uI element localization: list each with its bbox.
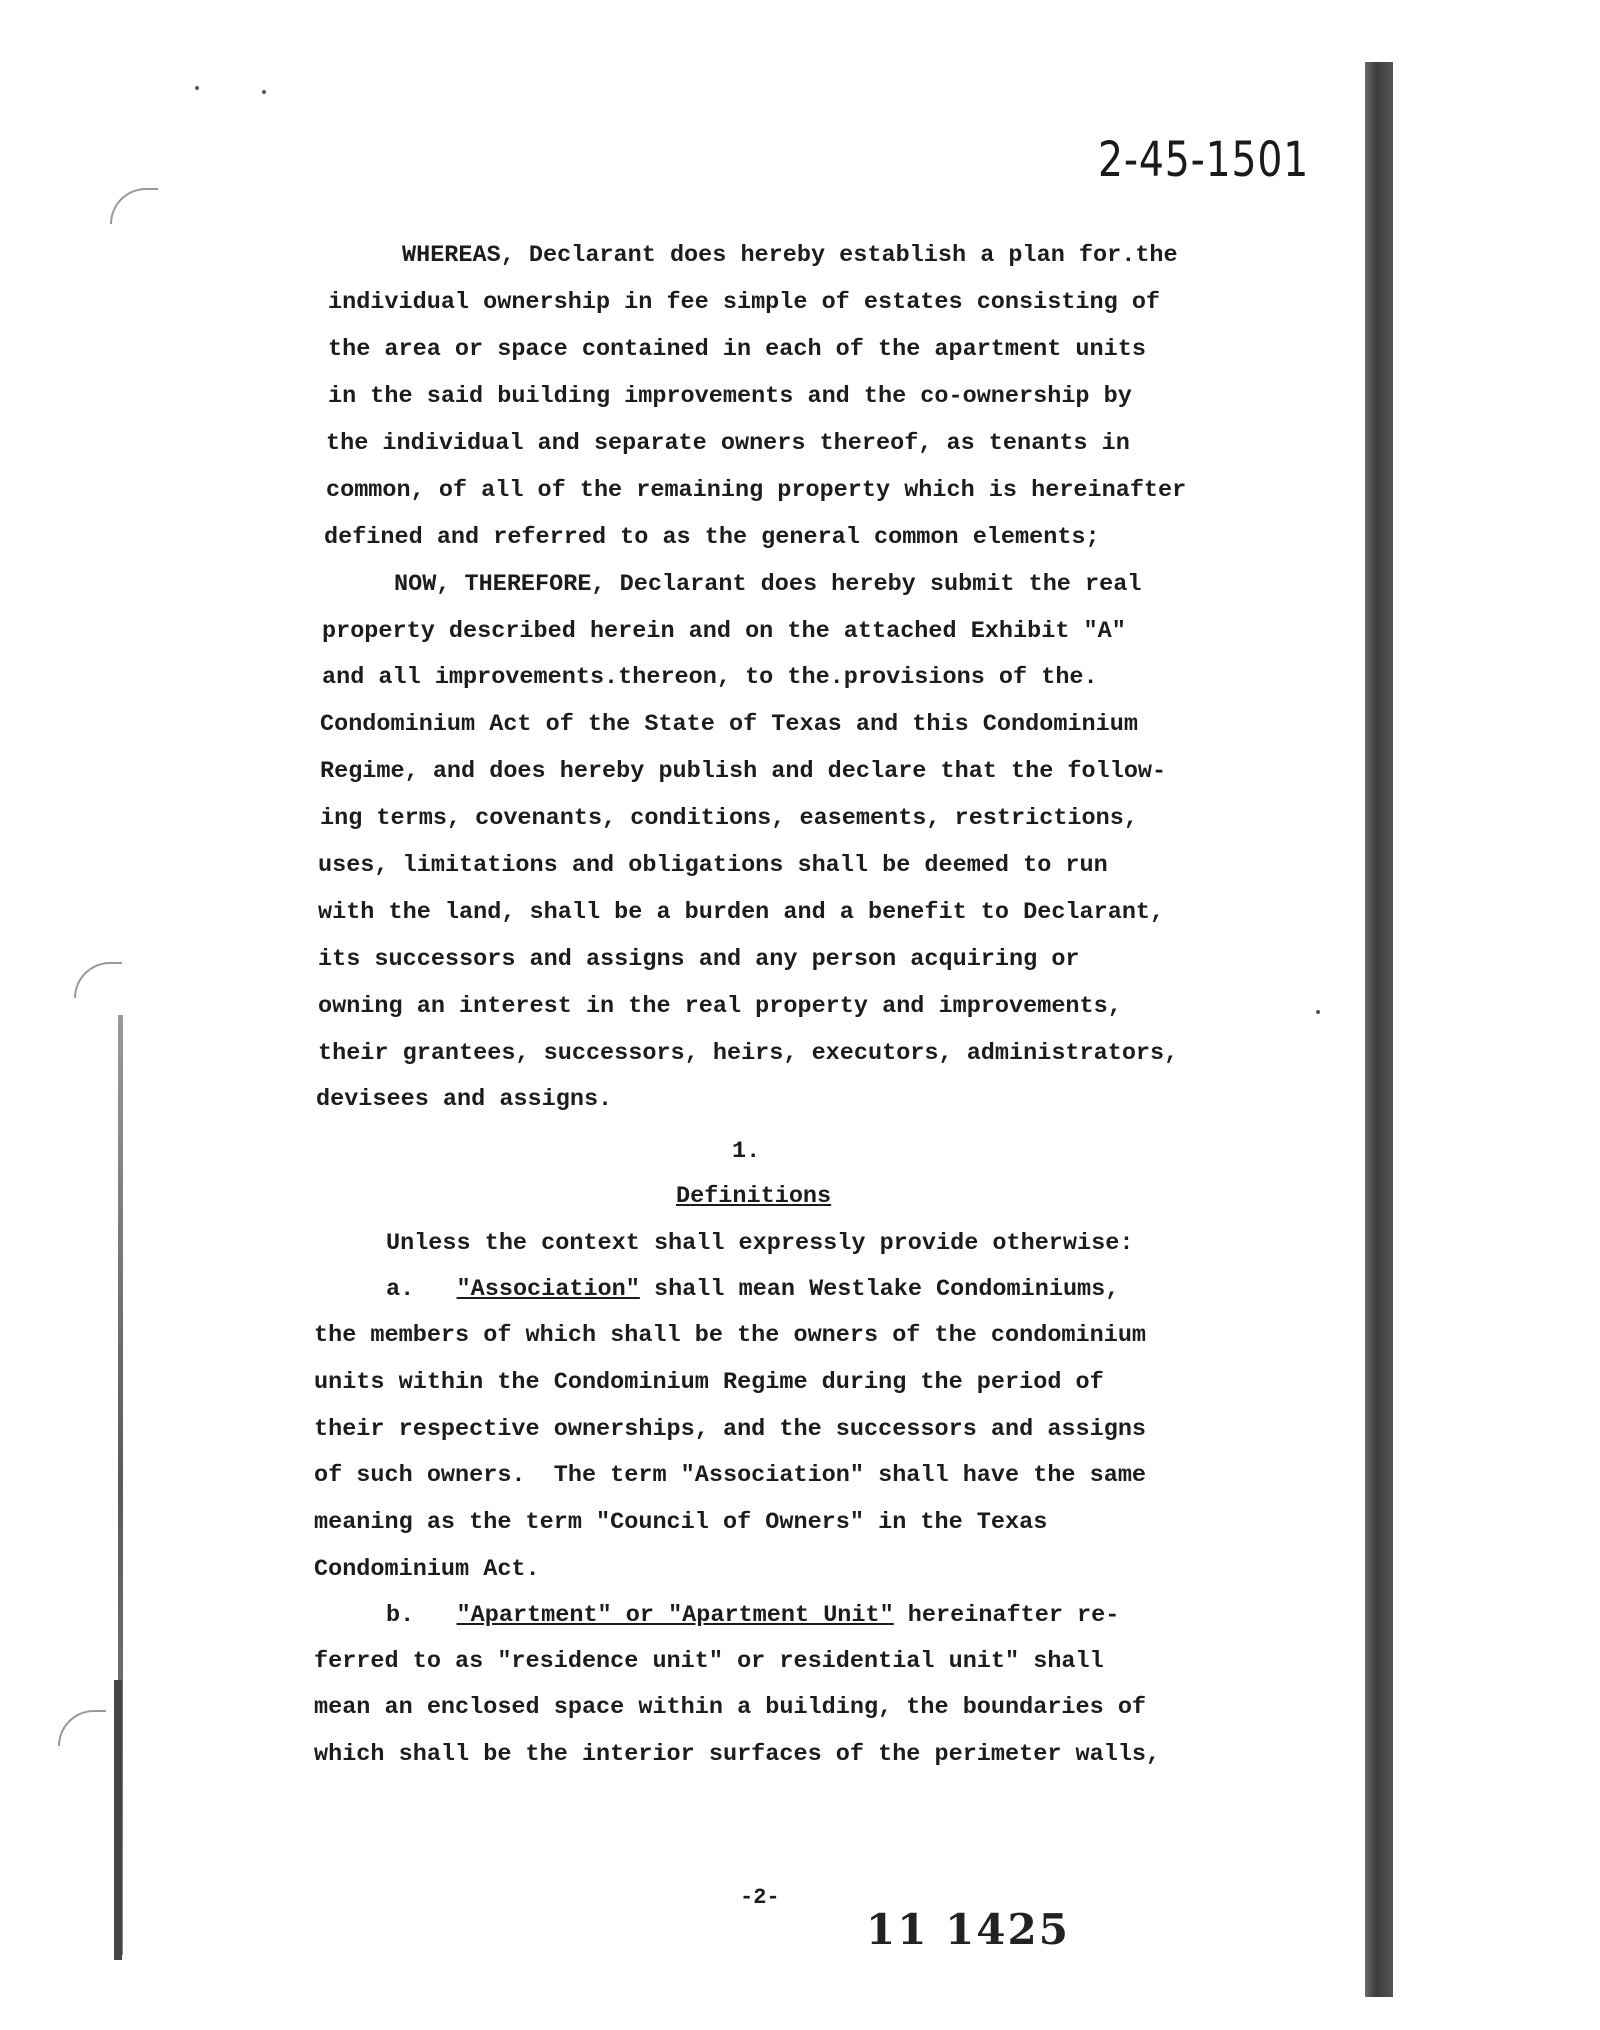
text-line: individual ownership in fee simple of estates consisting of: [328, 289, 1161, 316]
text-line: Regime, and does hereby publish and declare that the follow-: [320, 758, 1167, 785]
text-line: which shall be the interior surfaces of the perimeter walls,: [314, 1741, 1161, 1768]
punch-hole-mark: [58, 1710, 106, 1746]
text-line: in the said building improvements and the co-ownership by: [328, 383, 1132, 410]
text-line: mean an enclosed space within a building, the boundaries of: [314, 1694, 1147, 1721]
text-line: WHEREAS, Declarant does hereby establish a plan for.the: [402, 242, 1178, 269]
text-line: Condominium Act of the State of Texas and this Condominium: [320, 711, 1138, 738]
text-line: owning an interest in the real property and improvements,: [318, 993, 1122, 1020]
definition-b-text: hereinafter re-: [893, 1602, 1120, 1629]
text-line: property described herein and on the attached Exhibit "A": [322, 618, 1126, 645]
text-line: the members of which shall be the owners of the condominium: [314, 1322, 1147, 1349]
binder-shadow-right: [1365, 62, 1393, 1997]
definition-b-term: "Apartment" or "Apartment Unit": [456, 1602, 894, 1629]
definitions-intro: Unless the context shall expressly provide otherwise:: [386, 1230, 1134, 1257]
scan-speck: [195, 86, 199, 90]
recording-stamp-bottom: 11 1425: [866, 1905, 1070, 1954]
definition-b-letter: b.: [386, 1602, 415, 1629]
definition-a-text: shall mean Westlake Condominiums,: [639, 1276, 1120, 1303]
binder-edge-left-dark: [114, 1680, 122, 1960]
scan-speck: [1316, 1010, 1320, 1014]
text-line: ferred to as "residence unit" or residential unit" shall: [314, 1648, 1104, 1675]
definition-b-first-line: [386, 1602, 1119, 1629]
text-line: with the land, shall be a burden and a benefit to Declarant,: [318, 899, 1165, 926]
text-line: meaning as the term "Council of Owners" in the Texas: [314, 1509, 1048, 1536]
text-line: defined and referred to as the general common elements;: [324, 524, 1100, 551]
punch-hole-mark: [110, 188, 158, 224]
definition-a-letter: a.: [386, 1276, 415, 1303]
text-line: and all improvements.thereon, to the.provisions of the.: [322, 664, 1098, 691]
text-line: NOW, THEREFORE, Declarant does hereby submit the real: [394, 571, 1142, 598]
definition-a-first-line: [386, 1276, 1119, 1303]
text-line: their respective ownerships, and the successors and assigns: [314, 1416, 1147, 1443]
section-number: 1.: [732, 1138, 761, 1165]
section-title: Definitions: [676, 1183, 832, 1210]
definition-a-term: "Association": [456, 1276, 640, 1303]
text-line: of such owners. The term "Association" shall have the same: [314, 1462, 1147, 1489]
text-line: common, of all of the remaining property which is hereinafter: [326, 477, 1187, 504]
text-line: units within the Condominium Regime during the period of: [314, 1369, 1104, 1396]
page-number: -2-: [740, 1885, 780, 1910]
text-line: devisees and assigns.: [316, 1086, 613, 1113]
recording-stamp-top: 2-45-1501: [1098, 132, 1310, 188]
scan-speck: [262, 90, 266, 94]
text-line: their grantees, successors, heirs, executors, administrators,: [318, 1040, 1179, 1067]
text-line: the individual and separate owners thereof, as tenants in: [326, 430, 1130, 457]
text-line: uses, limitations and obligations shall be deemed to run: [318, 852, 1108, 879]
punch-hole-mark: [74, 962, 122, 998]
text-line: ing terms, covenants, conditions, easements, restrictions,: [320, 805, 1138, 832]
text-line: Condominium Act.: [314, 1556, 540, 1583]
text-line: the area or space contained in each of the apartment units: [328, 336, 1146, 363]
text-line: its successors and assigns and any person acquiring or: [318, 946, 1080, 973]
